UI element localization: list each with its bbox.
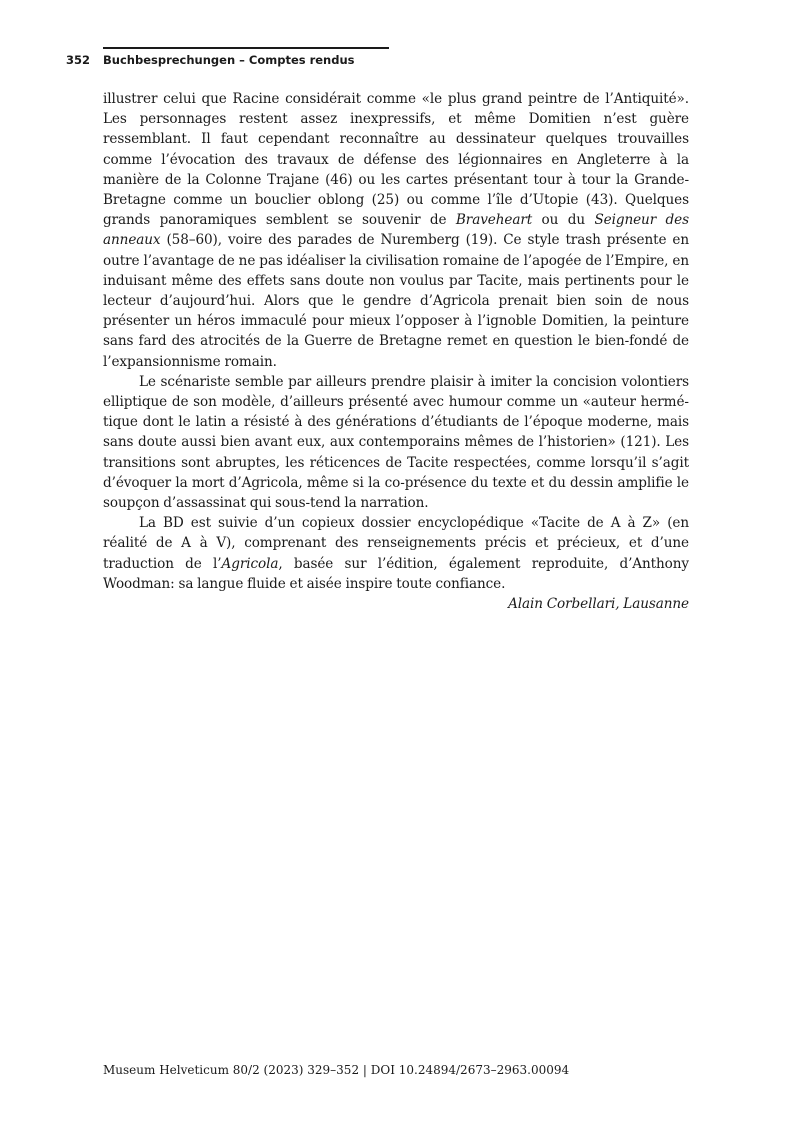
p1-text-2: ou du (532, 212, 595, 229)
p3-text-2: , basée sur l’édition, également reproduite, d’Anthony Woodman: sa langue fluide et aisée inspire toute confiance. (103, 555, 689, 592)
journal-footer: Museum Helveticum 80/2 (2023) 329–352 | DOI 10.24894/2673–2963.00094 (103, 1063, 570, 1077)
p1-title-braveheart: Braveheart (455, 212, 533, 229)
p1-title-seigneur: Seigneur des anneaux (103, 212, 689, 249)
paragraph-1 (103, 89, 689, 372)
paragraph-3 (103, 513, 689, 594)
running-title: Buchbesprechungen – Comptes rendus (103, 53, 355, 67)
p3-title-agricola: Agricola (221, 555, 279, 572)
paragraph-2: Le scénariste semble par ailleurs prendre plaisir à imiter la concision volontiers elliptique de son modèle, d’ailleurs présenté avec humour comme un «auteur hermétique dont le latin a résisté à des générations d’étudiants de l’époque moderne, mais sans doute aussi bien avant eux, aux contemporains mêmes de l’historien» (121). Les transitions sont abruptes, les réticences de Tacite respectées, comme lorsqu’il s’agit d’évoquer la mort d’Agricola, même si la co-présence du texte et du dessin amplifie le soupçon d’assassinat qui sous-tend la narration. (103, 373, 689, 512)
p1-text-3: (58–60), voire des parades de Nuremberg (19). Ce style trash présente en outre l’avantage de ne pas idéaliser la civilisation romaine de l’apogée de l’Empire, en induisant même des effets sans doute non voulus par Tacite, mais pertinents pour le lecteur d’aujourd’hui. Alors que le gendre d’Agricola prenait bien soin de nous présenter un héros immaculé pour mieux l’opposer à l’ignoble Domitien, la peinture sans fard des atrocités de la Guerre de Bretagne remet en question le bien-fondé de l’expansionnisme romain. (103, 232, 689, 370)
review-body (103, 89, 689, 614)
reviewer-signature: Alain Corbellari, Lausanne (508, 596, 689, 613)
p1-text-1: illustrer celui que Racine considérait comme «le plus grand peintre de l’Antiquité». Les personnages restent assez inexpressifs, et même Domitien n’est guère ressemblant. Il faut cependant reconnaître au dessinateur quelques trouvailles comme l’évocation des travaux de défense des légionnaires en Angleterre à la manière de la Colonne Trajane (46) ou les cartes présentant tour à tour la Grande-Bretagne comme un bouclier oblong (25) ou comme l’île d’Utopie (43). Quelques grands panoramiques semblent se souvenir de (103, 91, 689, 229)
header-rule (103, 47, 389, 49)
p3-text-1: La BD est suivie d’un copieux dossier encyclopédique «Tacite de A à Z» (en réalité de A à V), comprenant des renseignements précis et précieux, et d’une traduction de l’ (103, 515, 689, 572)
page-number: 352 (66, 53, 91, 67)
